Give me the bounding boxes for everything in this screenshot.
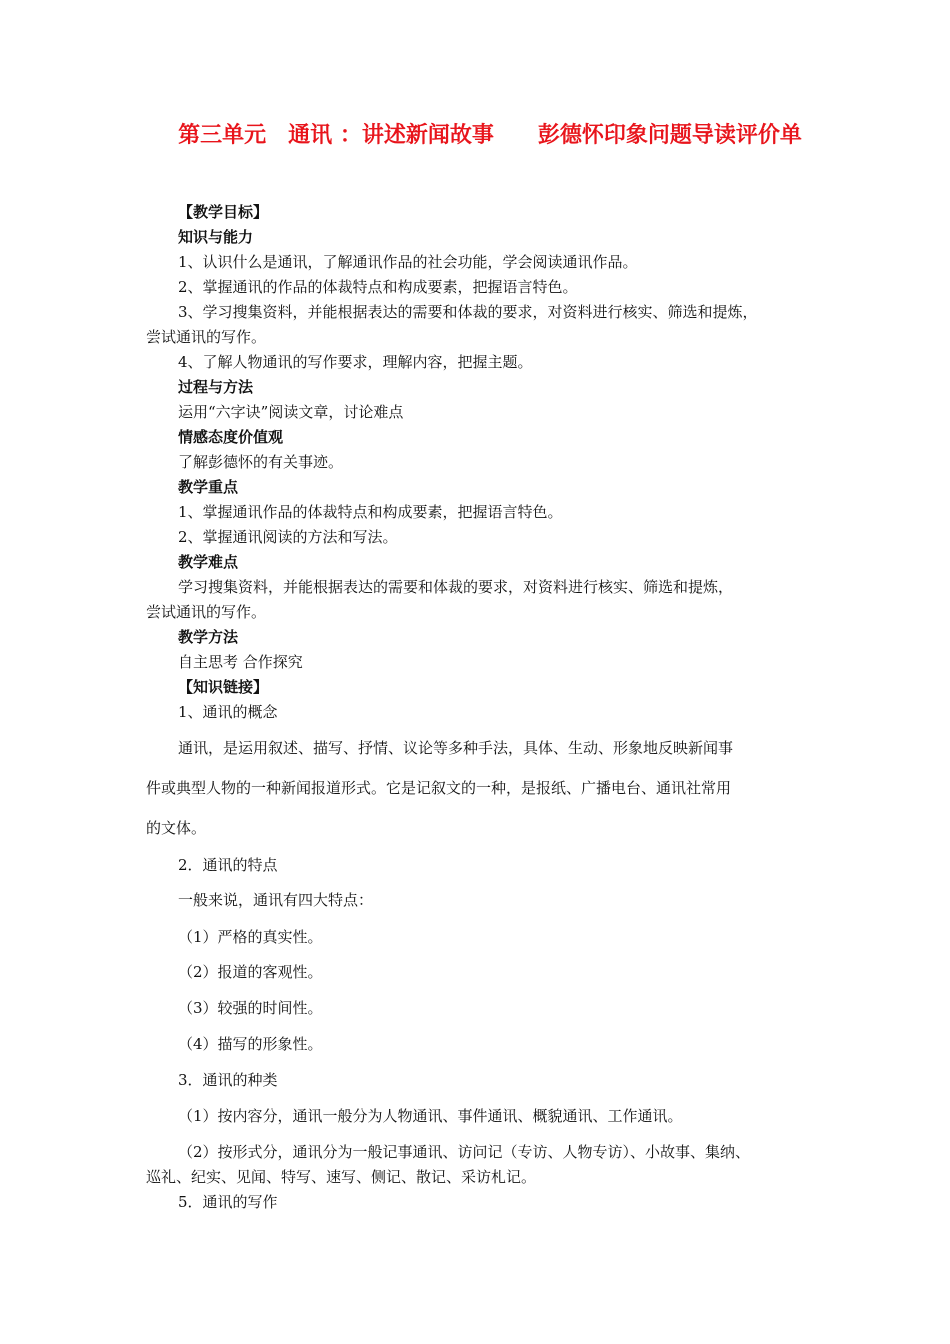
paragraph: 尝试通讯的写作。 <box>146 328 267 346</box>
page-title: 第三单元 通讯 ：讲述新闻故事 彭德怀印象问题导读评价单 <box>178 123 802 148</box>
process-method-heading: 过程与方法 <box>178 378 254 396</box>
list-item: （4）描写的形象性。 <box>178 1035 323 1053</box>
features-heading: 2．通讯的特点 <box>178 856 278 874</box>
paragraph: 4、了解人物通讯的写作要求，理解内容，把握主题。 <box>178 353 533 371</box>
list-item: （1）按内容分，通讯一般分为人物通讯、事件通讯、概貌通讯、工作通讯。 <box>178 1107 683 1125</box>
paragraph: 2、掌握通讯的作品的体裁特点和构成要素，把握语言特色。 <box>178 278 578 296</box>
list-item: 巡礼、纪实、见闻、特写、速写、侧记、散记、采访札记。 <box>146 1168 537 1186</box>
paragraph: 1、认识什么是通讯，了解通讯作品的社会功能，学会阅读通讯作品。 <box>178 253 638 271</box>
paragraph: 的文体。 <box>146 819 207 837</box>
objectives-header: 【教学目标】 <box>178 203 269 221</box>
paragraph: 件或典型人物的一种新闻报道形式。它是记叙文的一种，是报纸、广播电台、通讯社常用 <box>146 779 732 797</box>
paragraph: 自主思考 合作探究 <box>178 653 303 671</box>
knowledge-ability-heading: 知识与能力 <box>178 228 254 246</box>
links-header: 【知识链接】 <box>178 678 269 696</box>
key-points-heading: 教学重点 <box>178 478 239 496</box>
emotion-heading: 情感态度价值观 <box>178 428 284 446</box>
paragraph: 了解彭德怀的有关事迹。 <box>178 453 344 471</box>
paragraph: 学习搜集资料，并能根据表达的需要和体裁的要求，对资料进行核实、筛选和提炼， <box>178 578 734 596</box>
list-item: （2）报道的客观性。 <box>178 963 323 981</box>
list-item: （2）按形式分，通讯分为一般记事通讯、访问记（专访、人物专访）、小故事、集纳、 <box>178 1143 751 1161</box>
types-heading: 3．通讯的种类 <box>178 1071 278 1089</box>
paragraph: 通讯，是运用叙述、描写、抒情、议论等多种手法，具体、生动、形象地反映新闻事 <box>178 739 734 757</box>
paragraph: 1、掌握通讯作品的体裁特点和构成要素，把握语言特色。 <box>178 503 563 521</box>
paragraph: 3、学习搜集资料，并能根据表达的需要和体裁的要求，对资料进行核实、筛选和提炼， <box>178 303 758 321</box>
paragraph: 尝试通讯的写作。 <box>146 603 267 621</box>
paragraph: 一般来说，通讯有四大特点： <box>178 891 374 909</box>
list-item: （1）严格的真实性。 <box>178 928 323 946</box>
paragraph: 运用“六字诀”阅读文章，讨论难点 <box>178 403 404 421</box>
list-item: （3）较强的时间性。 <box>178 999 323 1017</box>
methods-heading: 教学方法 <box>178 628 239 646</box>
difficulties-heading: 教学难点 <box>178 553 239 571</box>
concept-heading: 1、通讯的概念 <box>178 703 278 721</box>
writing-heading: 5．通讯的写作 <box>178 1193 278 1211</box>
paragraph: 2、掌握通讯阅读的方法和写法。 <box>178 528 398 546</box>
